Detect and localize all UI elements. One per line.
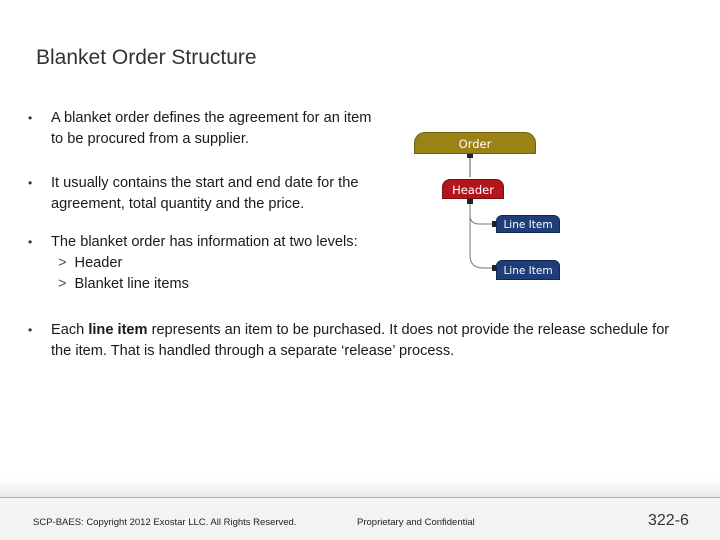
footer-copyright: SCP-BAES: Copyright 2012 Exostar LLC. All Rights Reserved. — [33, 517, 297, 528]
sub-marker: > — [58, 276, 67, 292]
footer-gradient — [0, 478, 720, 498]
bullet-glyph: • — [28, 235, 33, 249]
header-label: Header — [452, 183, 494, 197]
line-item-label-1: Line Item — [503, 219, 553, 231]
bullet-2-text: It usually contains the start and end date for the agreement, total quantity and the price. — [51, 175, 359, 212]
order-box — [414, 132, 536, 154]
bullet-4-bold: line item — [88, 322, 148, 338]
sub-marker: > — [58, 255, 67, 271]
sub-item-line-items-label: Blanket line items — [74, 276, 189, 292]
footer-confidential: Proprietary and Confidential — [357, 517, 475, 528]
bullet-4-prefix: Each — [51, 322, 89, 338]
connector-header-lineitem1 — [470, 200, 495, 224]
slide-title: Blanket Order Structure — [36, 46, 257, 69]
page-number: 322-6 — [648, 512, 689, 529]
bullet-4-suffix: represents an item to be purchased. It does not provide the release schedule for the item. That is handled through a separate ‘release’ process. — [51, 322, 670, 359]
sub-item-header-label: Header — [74, 255, 123, 271]
line-item-label-2: Line Item — [503, 265, 553, 277]
header-box — [442, 179, 504, 199]
line-item-box-2 — [496, 260, 560, 280]
bullet-glyph: • — [28, 176, 33, 190]
line-item-box-1 — [496, 215, 560, 233]
bullet-1-text: A blanket order defines the agreement for an item to be procured from a supplier. — [51, 110, 372, 147]
footer — [0, 478, 720, 540]
order-label: Order — [458, 137, 492, 151]
bullet-3-text: The blanket order has information at two levels: — [51, 234, 358, 250]
bullet-glyph: • — [28, 111, 33, 125]
bullet-glyph: • — [28, 323, 33, 337]
connector-header-lineitem2 — [470, 200, 495, 268]
